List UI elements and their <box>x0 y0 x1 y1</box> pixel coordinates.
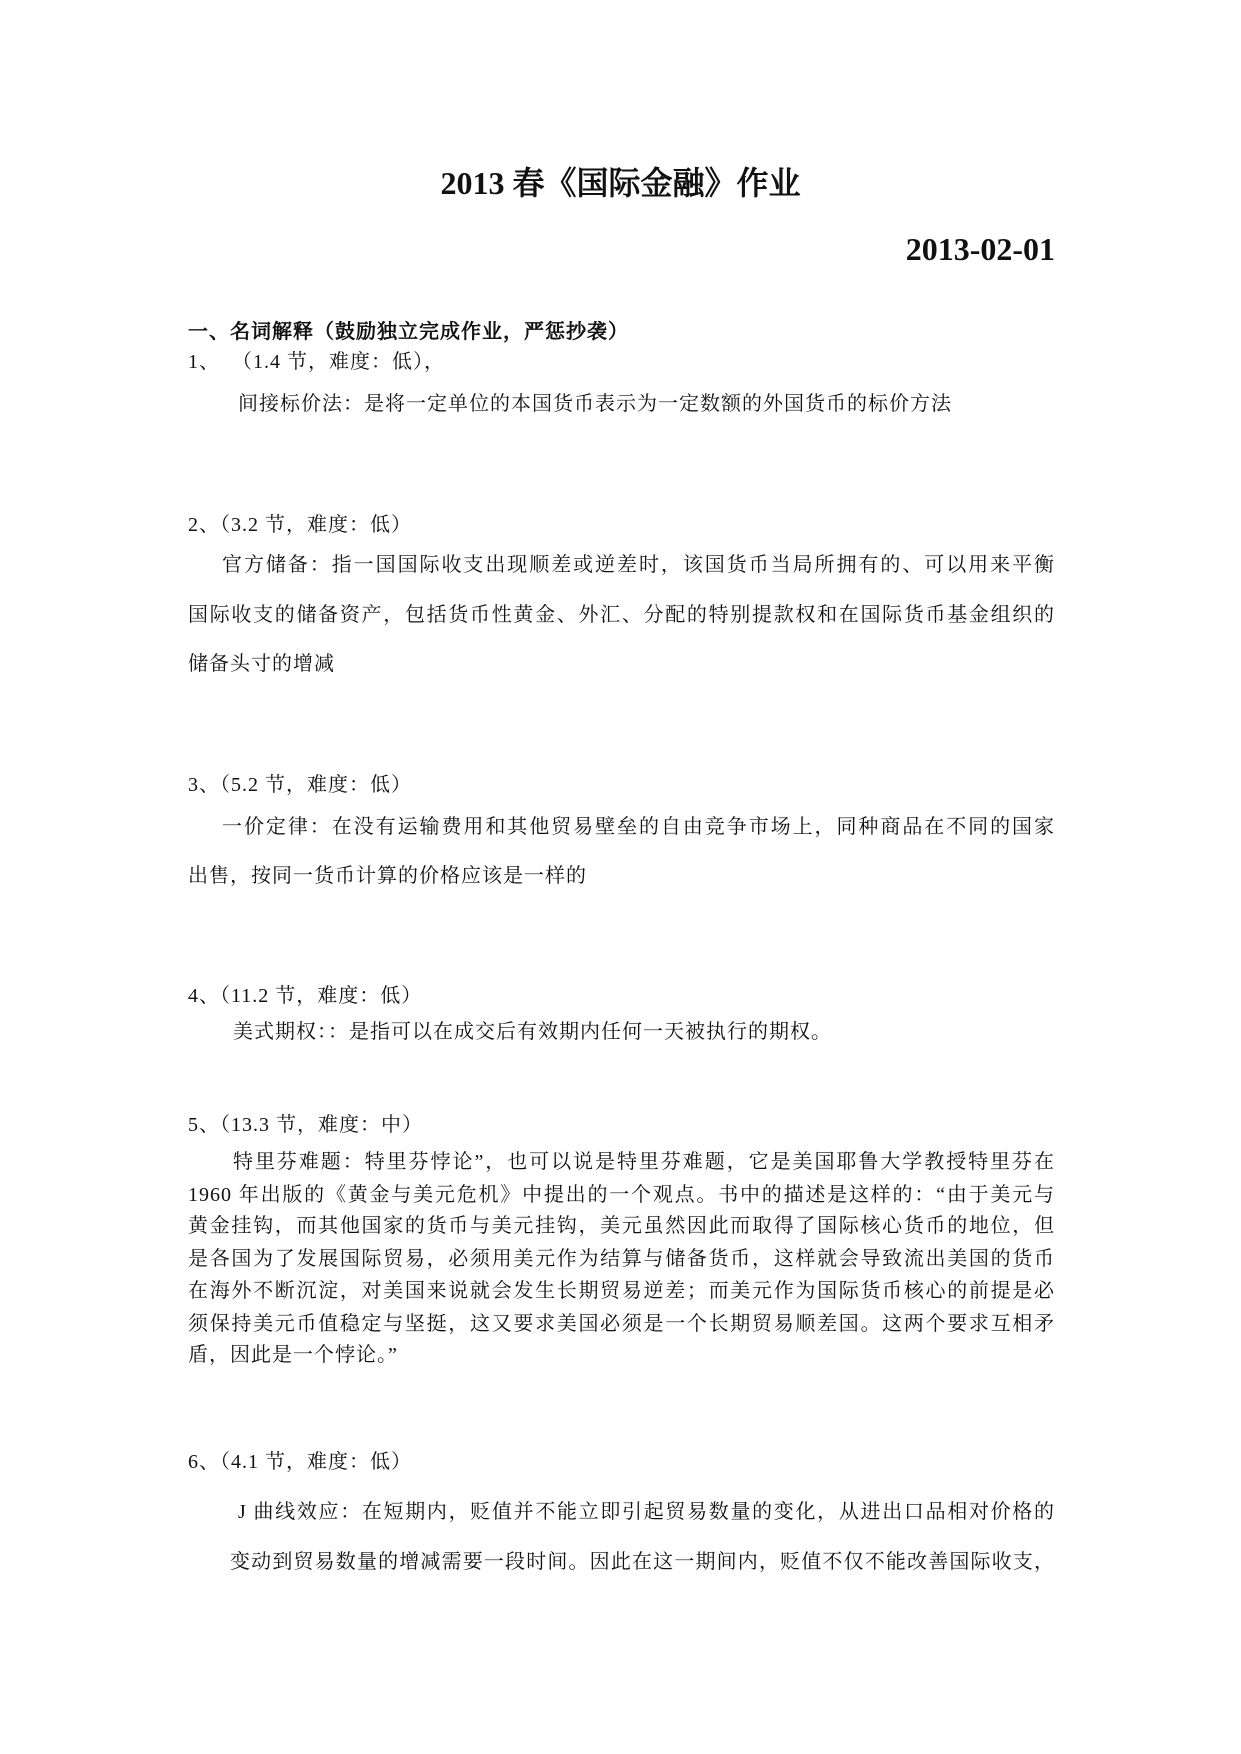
item-4-line: 美式期权：：是指可以在成交后有效期内任何一天被执行的期权。 <box>233 1021 832 1043</box>
item-5-line: 在海外不断沉淀，对美国来说就会发生长期贸易逆差；而美元作为国际货币核心的前提是必 <box>188 1280 1055 1302</box>
item-3-header: 3、（5.2 节，难度：低） <box>188 774 412 796</box>
item-1-header: 1、 （1.4 节，难度：低）， <box>188 351 445 373</box>
item-1-line: 间接标价法：是将一定单位的本国货币表示为一定数额的外国货币的标价方法 <box>238 393 952 415</box>
item-6-line: J 曲线效应：在短期内，贬值并不能立即引起贸易数量的变化，从进出口品相对价格的 <box>238 1501 1055 1523</box>
item-6-header: 6、（4.1 节，难度：低） <box>188 1451 412 1473</box>
item-5-line: 1960 年出版的《黄金与美元危机》中提出的一个观点。书中的描述是这样的：“由于美元与 <box>188 1184 1055 1206</box>
item-2-line: 官方储备：指一国国际收支出现顺差或逆差时，该国货币当局所拥有的、可以用来平衡 <box>222 554 1055 576</box>
item-6-line: 变动到贸易数量的增减需要一段时间。因此在这一期间内，贬值不仅不能改善国际收支， <box>230 1551 1055 1573</box>
item-3-line: 一价定律：在没有运输费用和其他贸易壁垒的自由竞争市场上，同种商品在不同的国家 <box>222 816 1055 838</box>
item-3-line: 出售，按同一货币计算的价格应该是一样的 <box>188 865 587 887</box>
item-5-line: 盾，因此是一个悖论。” <box>188 1344 398 1366</box>
document-date: 2013-02-01 <box>905 231 1055 267</box>
item-4-header: 4、（11.2 节，难度：低） <box>188 985 423 1007</box>
section-heading: 一、名词解释（鼓励独立完成作业，严惩抄袭） <box>188 321 629 343</box>
item-5-header: 5、（13.3 节，难度：中） <box>188 1114 423 1136</box>
item-5-line: 是各国为了发展国际贸易，必须用美元作为结算与储备货币，这样就会导致流出美国的货币 <box>188 1248 1055 1270</box>
item-5-line: 须保持美元币值稳定与坚挺，这又要求美国必须是一个长期贸易顺差国。这两个要求互相矛 <box>188 1313 1055 1335</box>
item-2-line: 国际收支的储备资产，包括货币性黄金、外汇、分配的特别提款权和在国际货币基金组织的 <box>188 604 1055 626</box>
document-title: 2013 春《国际金融》作业 <box>440 165 801 201</box>
item-5-line: 黄金挂钩，而其他国家的货币与美元挂钩，美元虽然因此而取得了国际核心货币的地位，但 <box>188 1215 1055 1237</box>
item-2-header: 2、（3.2 节，难度：低） <box>188 514 412 536</box>
item-5-line: 特里芬难题：特里芬悖论”，也可以说是特里芬难题，它是美国耶鲁大学教授特里芬在 <box>233 1151 1055 1173</box>
item-2-line: 储备头寸的增减 <box>188 653 335 675</box>
